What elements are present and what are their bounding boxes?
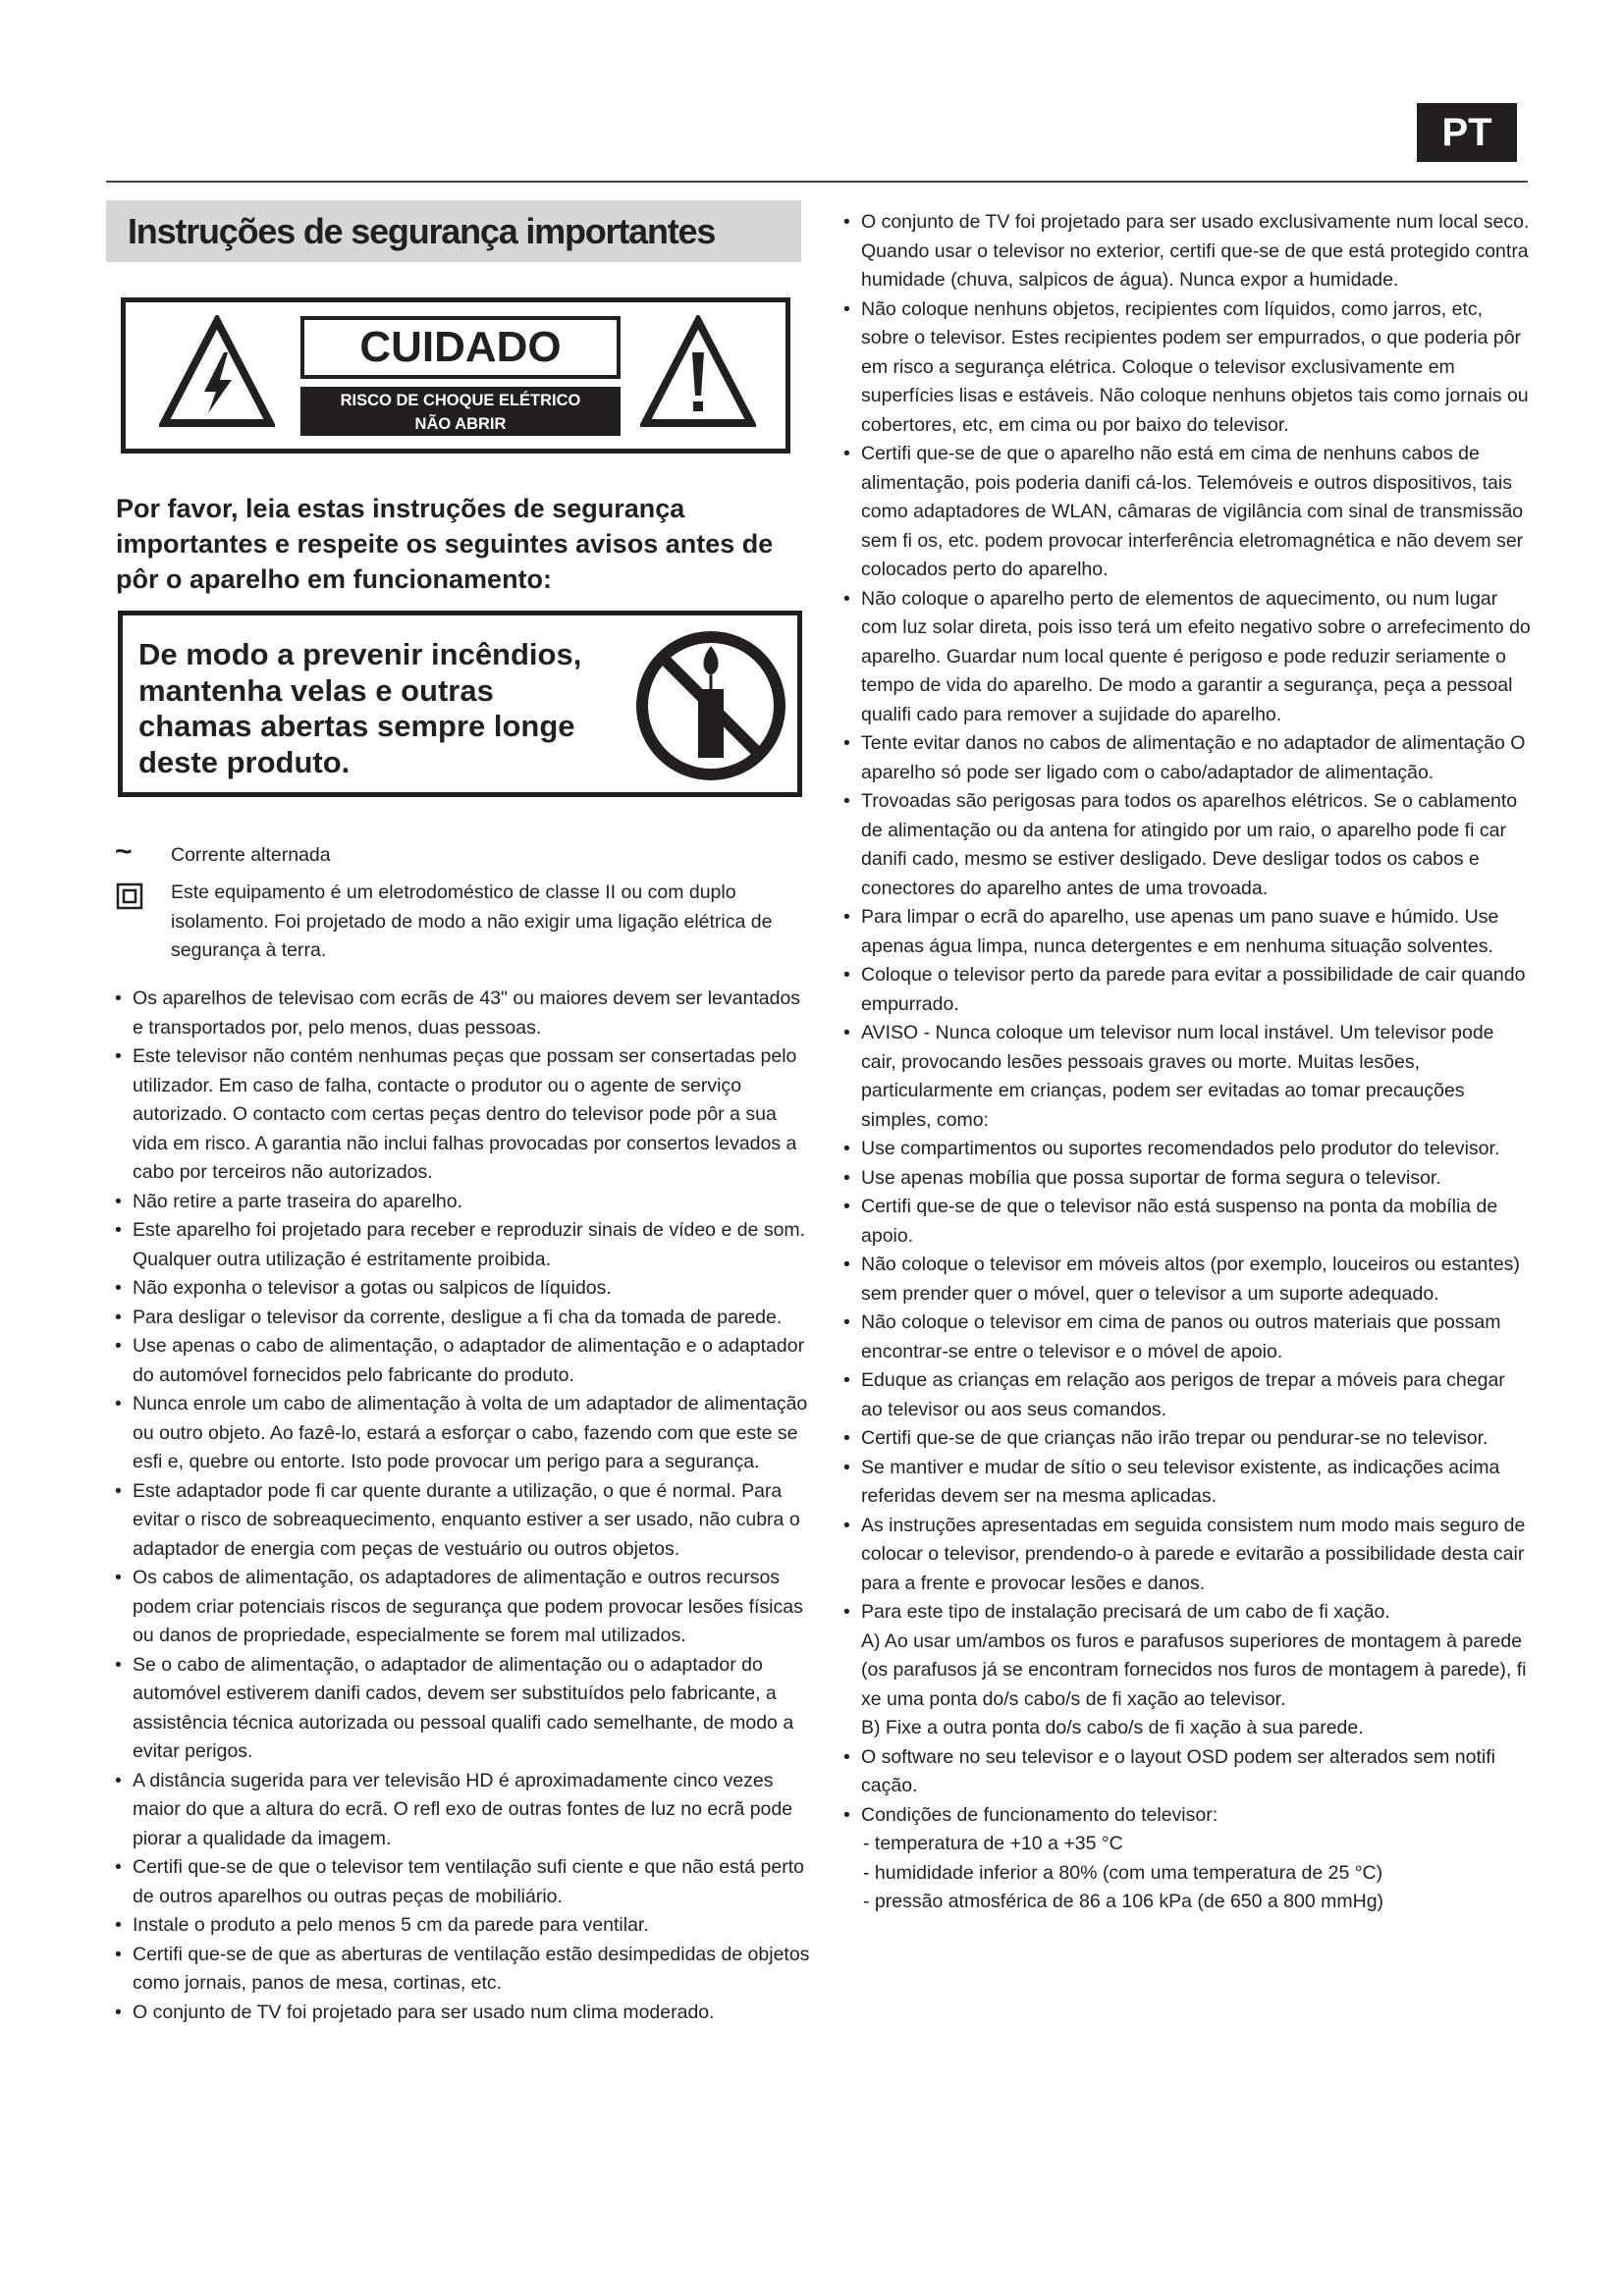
electric-shock-warning-icon — [159, 315, 275, 431]
list-item: • O software no seu televisor e o layout OSD podem ser alterados sem notifi cação. — [843, 1743, 1531, 1801]
title-bar — [106, 200, 801, 262]
list-item: • Não coloque nenhuns objetos, recipientes com líquidos, como jarros, etc, sobre o televisor. Estes recipientes podem ser empurrados, o que poderia pôr em risco a segurança elétrica. Coloque o televisor exclusivamente em superfícies lisas e estáveis. Não coloque nenhuns objetos tais como jornais ou cobertores, etc, em cima ou por baixo do televisor. — [843, 295, 1531, 441]
right-safety-list — [843, 208, 1531, 1917]
caution-center — [300, 316, 621, 439]
no-open-flame-icon — [633, 628, 788, 783]
list-item: • Não retire a parte traseira do aparelho. — [115, 1188, 814, 1217]
caution-subtext — [300, 387, 621, 436]
page-title: Instruções de segurança importantes — [128, 210, 716, 251]
list-item: • Os aparelhos de televisao com ecrãs de 43" ou maiores devem ser levantados e transportados por, pelo menos, duas pessoas. — [115, 985, 814, 1042]
class2-symbol-text: Este equipamento é um eletrodoméstico de classe II ou com duplo isolamento. Foi projetado de modo a não exigir uma ligação elétrica de segurança à terra. — [171, 881, 773, 961]
operating-condition: - temperatura de +10 a +35 °C — [863, 1833, 1123, 1854]
list-item: • Condições de funcionamento do televisor: — [843, 1801, 1531, 1831]
list-item: • Para este tipo de instalação precisará de um cabo de fi xação. — [843, 1598, 1531, 1628]
caution-line-2: NÃO ABRIR — [414, 415, 507, 433]
list-item: • Se o cabo de alimentação, o adaptador de alimentação ou o adaptador do automóvel estiverem danifi cados, devem ser substituídos pelo fabricante, a assistência técnica autorizada ou pessoal qualifi cado semelhante, de modo a evitar perigos. — [115, 1651, 814, 1767]
list-item: • Certifi que-se de que o televisor tem ventilação sufi ciente e que não está perto de outros aparelhos ou outras peças de mobiliário. — [115, 1853, 814, 1911]
list-item: • O conjunto de TV foi projetado para ser usado num clima moderado. — [115, 1999, 814, 2028]
list-item: • Nunca enrole um cabo de alimentação à volta de um adaptador de alimentação ou outro objeto. Ao fazê-lo, estará a esforçar o cabo, fazendo com que este se esfi e, quebre ou entorte. Isto pode provocar um perigo para a segurança. — [115, 1390, 814, 1477]
fire-warning-text: De modo a prevenir incêndios, mantenha velas e outras chamas abertas sempre longe deste produto. — [138, 637, 582, 779]
fixing-step: B) Fixe a outra ponta do/s cabo/s de fi xação à sua parede. — [861, 1717, 1364, 1738]
alternating-current-icon: ~ — [115, 835, 133, 868]
list-item: • A distância sugerida para ver televisão HD é aproximadamente cinco vezes maior do que a altura do ecrã. O refl exo de outras fontes de luz no ecrã pode piorar a qualidade da imagem. — [115, 1767, 814, 1854]
list-item: • Para desligar o televisor da corrente, desligue a fi cha da tomada de parede. — [115, 1304, 814, 1333]
list-item: • Certifi que-se de que as aberturas de ventilação estão desimpedidas de objetos como jornais, panos de mesa, cortinas, etc. — [115, 1941, 814, 1999]
caution-word: CUIDADO — [300, 316, 621, 379]
list-item: • Não exponha o televisor a gotas ou salpicos de líquidos. — [115, 1274, 814, 1304]
list-item: • Não coloque o televisor em cima de panos ou outros materiais que possam encontrar-se entre o televisor e o móvel de apoio. — [843, 1308, 1531, 1366]
list-item: • Este televisor não contém nenhumas peças que possam ser consertadas pelo utilizador. Em caso de falha, contacte o produtor ou o agente de serviço autorizado. O contacto com certas peças dentro do televisor pode pôr a sua vida em risco. A garantia não inclui falhas provocadas por consertos levados a cabo por terceiros não autorizados. — [115, 1042, 814, 1188]
list-item: • Para limpar o ecrã do aparelho, use apenas um pano suave e húmido. Use apenas água limpa, nunca detergentes e em nenhuma situação solventes. — [843, 903, 1531, 961]
list-item: • As instruções apresentadas em seguida consistem num modo mais seguro de colocar o televisor, prendendo-o à parede e evitarão a possibilidade desta cair para a frente e provocar lesões e danos. — [843, 1512, 1531, 1599]
list-item: • Coloque o televisor perto da parede para evitar a possibilidade de cair quando empurrado. — [843, 961, 1531, 1019]
list-item: • Certifi que-se de que crianças não irão trepar ou pendurar-se no televisor. — [843, 1424, 1531, 1454]
list-item: • Certifi que-se de que o aparelho não está em cima de nenhuns cabos de alimentação, pois poderia danifi cá-los. Telemóveis e outros dispositivos, tais como adaptadores de WLAN, câmaras de vigilância com sinal de transmissão sem fi os, etc. podem provocar interferência eletromagnética e não devem ser colocados perto do aparelho. — [843, 440, 1531, 585]
double-insulation-icon — [115, 882, 144, 910]
list-item: • Trovoadas são perigosas para todos os aparelhos elétricos. Se o cablamento de alimentação ou da antena for atingido por um raio, o aparelho pode fi car danifi cado, mesmo se estiver desligado. Deve desligar todos os cabos e conectores do aparelho antes de uma trovoada. — [843, 787, 1531, 903]
intro-text: Por favor, leia estas instruções de segurança importantes e respeite os seguintes avisos antes de pôr o aparelho em funcionamento: — [116, 494, 774, 594]
list-item: • Use apenas mobília que possa suportar de forma segura o televisor. — [843, 1164, 1531, 1194]
caution-line-1: RISCO DE CHOQUE ELÉTRICO — [340, 392, 581, 409]
exclamation-warning-icon — [640, 315, 756, 431]
operating-condition: - humididade inferior a 80% (com uma temperatura de 25 °C) — [863, 1861, 1383, 1884]
list-item: • Certifi que-se de que o televisor não está suspenso na ponta da mobília de apoio. — [843, 1193, 1531, 1251]
list-item: • Tente evitar danos no cabos de alimentação e no adaptador de alimentação O aparelho só pode ser ligado com o cabo/adaptador de alimentação. — [843, 729, 1531, 787]
list-item: • Use compartimentos ou suportes recomendados pelo produtor do televisor. — [843, 1135, 1531, 1164]
header-rule — [106, 181, 1528, 183]
list-item: • Este adaptador pode fi car quente durante a utilização, o que é normal. Para evitar o risco de sobreaquecimento, enquanto estiver a ser usado, não cubra o adaptador de energia com peças de vestuário ou outros objetos. — [115, 1477, 814, 1565]
list-item: • Se mantiver e mudar de sítio o seu televisor existente, as indicações acima referidas devem ser na mesma aplicadas. — [843, 1454, 1531, 1512]
list-item: • Este aparelho foi projetado para receber e reproduzir sinais de vídeo e de som. Qualquer outra utilização é estritamente proibida. — [115, 1216, 814, 1274]
fixing-step: A) Ao usar um/ambos os furos e parafusos superiores de montagem à parede (os parafusos já se encontram fornecidos nos furos de montagem à parede), fi xe uma ponta do/s cabo/s de fi xação ao televisor. — [861, 1629, 1527, 1710]
fire-warning-box — [118, 611, 802, 797]
list-item: • O conjunto de TV foi projetado para ser usado exclusivamente num local seco. Quando usar o televisor no exterior, certifi que-se de que está protegido contra humidade (chuva, salpicos de água). Nunca expor a humidade. — [843, 208, 1531, 295]
caution-label — [121, 297, 790, 454]
list-item: • Instale o produto a pelo menos 5 cm da parede para ventilar. — [115, 1911, 814, 1941]
language-badge: PT — [1417, 103, 1517, 162]
list-item: • Não coloque o aparelho perto de elementos de aquecimento, ou num lugar com luz solar direta, pois isso terá um efeito negativo sobre o arrefecimento do aparelho. Guardar num local quente é perigoso e pode reduzir seriamente o tempo de vida do aparelho. De modo a garantir a segurança, peça a pessoal qualifi cado para remover a sujidade do aparelho. — [843, 585, 1531, 730]
operating-condition: - pressão atmosférica de 86 a 106 kPa (de 650 a 800 mmHg) — [863, 1891, 1384, 1912]
left-safety-list — [115, 985, 814, 2027]
list-item: • Eduque as crianças em relação aos perigos de trepar a móveis para chegar ao televisor ou aos seus comandos. — [843, 1366, 1531, 1424]
ac-symbol-text: Corrente alternada — [171, 844, 331, 866]
list-item: • Use apenas o cabo de alimentação, o adaptador de alimentação e o adaptador do automóvel fornecidos pelo fabricante do produto. — [115, 1332, 814, 1390]
list-item: • AVISO - Nunca coloque um televisor num local instável. Um televisor pode cair, provocando lesões pessoais graves ou morte. Muitas lesões, particularmente em crianças, podem ser evitadas ao tomar precauções simples, como: — [843, 1019, 1531, 1135]
list-item: • Não coloque o televisor em móveis altos (por exemplo, louceiros ou estantes) sem prender quer o móvel, quer o televisor a um suporte adequado. — [843, 1251, 1531, 1308]
list-item: • Os cabos de alimentação, os adaptadores de alimentação e outros recursos podem criar potenciais riscos de segurança que podem provocar lesões físicas ou danos de propriedade, especialmente se forem mal utilizados. — [115, 1564, 814, 1651]
